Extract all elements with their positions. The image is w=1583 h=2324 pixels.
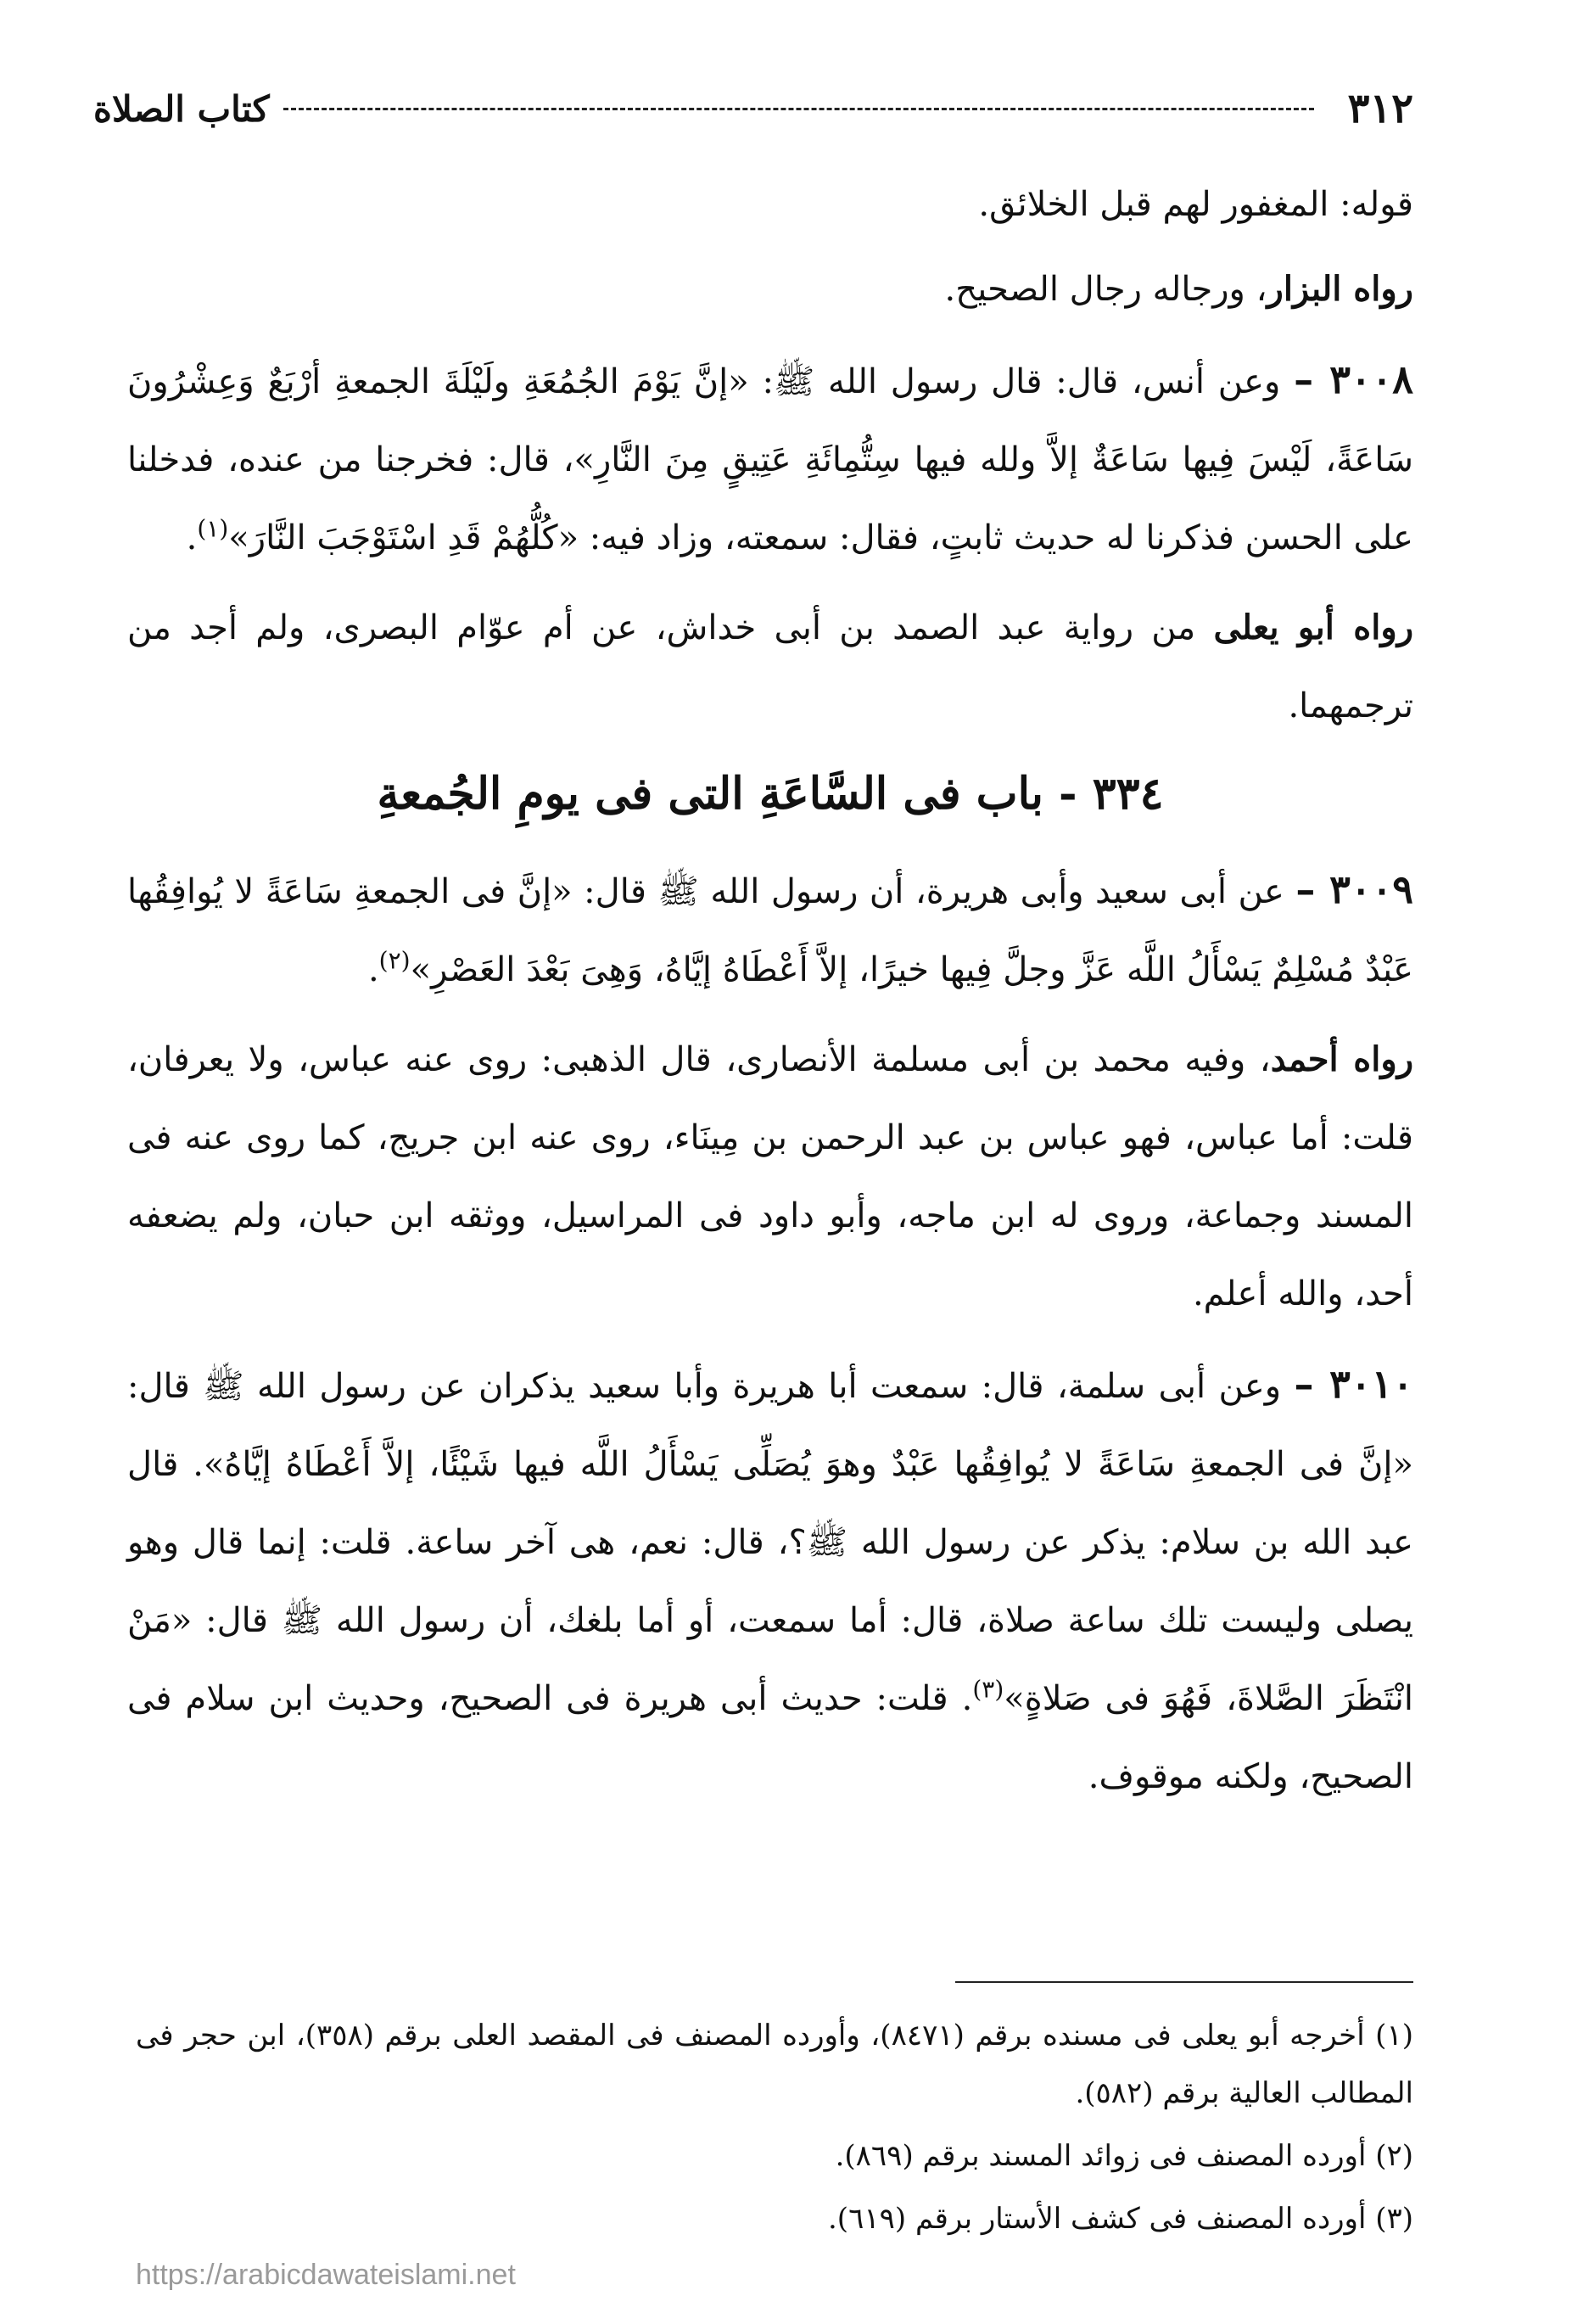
hadith-3008 <box>127 340 1413 577</box>
hadith-text: عن أبى سعيد وأبى هريرة، أن رسول الله ﷺ قال: «إنَّ فى الجمعةِ سَاعَةً لا يُوافِقُها عَبْدٌ مُسْلِمٌ يَسْأَلُ اللَّه عَزَّ وجلَّ فِيها خيرًا، إلاَّ أَعْطَاهُ إيَّاهُ، وَهِىَ بَعْدَ العَصْرِ» <box>127 872 1413 989</box>
hadith-text: وعن أبى سلمة، قال: سمعت أبا هريرة وأبا سعيد يذكران عن رسول الله ﷺ قال: «إنَّ فى الجمعةِ سَاعَةً لا يُوافِقُها عَبْدٌ وهوَ يُصَلِّى يَسْأَلُ اللَّه فيها شَيْئًا، إلاَّ أَعْطَاهُ إيَّاهُ». قال عبد الله بن سلام: يذكر عن رسول الله ﷺ؟، قال: نعم، هى آخر ساعة. قلت: إنما قال وهو يصلى وليست تلك ساعة صلاة، قال: أما سمعت، أو أما بلغك، أن رسول الله ﷺ قال: «مَنْ انْتَظَرَ الصَّلاةَ، فَهُوَ فى صَلاةٍ» <box>127 1367 1413 1718</box>
source-name: رواه أبو يعلى <box>1213 608 1414 647</box>
hadith-number: ٣٠٠٩ – <box>1295 866 1413 912</box>
chapter-heading: ٣٣٤ - باب فى السَّاعَةِ التى فى يومِ الجُمعةِ <box>377 768 1164 820</box>
page-header <box>93 85 1413 132</box>
hadith-3009 <box>127 850 1413 1009</box>
source-name: رواه أحمد <box>1270 1039 1414 1079</box>
watermark: https://arabicdawateislami.net <box>136 2259 516 2291</box>
main-text <box>127 165 1413 1823</box>
footnote-ref: (١) <box>197 514 229 543</box>
paragraph-abu-yala <box>127 589 1413 745</box>
footnote-1: (١) أخرجه أبو يعلى فى مسنده برقم (٨٤٧١)، وأورده المصنف فى المقصد العلى برقم (٣٥٨)، ابن حجر فى المطالب العالية برقم (٥٨٢). <box>136 2019 1413 2110</box>
footnote-2: (٢) أورده المصنف فى زوائد المسند برقم (٨٦٩). <box>835 2139 1413 2173</box>
paragraph-bazzar <box>127 250 1413 328</box>
hadith-3010 <box>127 1345 1413 1816</box>
page-number: ٣١٢ <box>1347 85 1413 132</box>
header-divider <box>283 108 1314 110</box>
footnote-divider <box>955 1981 1413 1983</box>
source-name: رواه البزار <box>1267 269 1413 309</box>
hadith-text: وعن أنس، قال: قال رسول الله ﷺ: «إنَّ يَوْمَ الجُمُعَةِ ولَيْلَةَ الجمعةِ أرْبَعٌ وَعِشْرُونَ سَاعَةً، لَيْسَ فِيها سَاعَةٌ إلاَّ ولله فيها سِتُّمِائَةِ عَتِيقٍ مِنَ النَّارِ»، قال: فخرجنا من عنده، فدخلنا على الحسن فذكرنا له حديث ثابتٍ، فقال: سمعته، وزاد فيه: «كُلُّهُمْ قَدِ اسْتَوْجَبَ النَّارَ» <box>127 362 1413 557</box>
paragraph-intro: قوله: المغفور لهم قبل الخلائق. <box>978 185 1413 224</box>
paragraph-text: ، وفيه محمد بن أبى مسلمة الأنصارى، قال الذهبى: روى عنه عباس، ولا يعرفان، قلت: أما عباس، فهو عباس بن عبد الرحمن بن مِينَاء، روى عنه ابن جريج، كما روى عنه فى المسند وجماعة، وروى له ابن ماجه، وأبو داود فى المراسيل، ووثقه ابن حبان، ولم يضعفه أحد، والله أعلم. <box>127 1040 1413 1313</box>
footnote-ref: (٣) <box>972 1675 1004 1704</box>
paragraph-text: من رواية عبد الصمد بن أبى خداش، عن أم عوّام البصرى، ولم أجد من ترجمهما. <box>127 608 1413 725</box>
footnote-3: (٣) أورده المصنف فى كشف الأستار برقم (٦١٩). <box>828 2202 1413 2236</box>
hadith-number: ٣٠١٠ – <box>1294 1361 1413 1407</box>
paragraph-ahmad <box>127 1021 1413 1333</box>
hadith-end: . <box>186 518 198 557</box>
paragraph-text: ، ورجاله رجال الصحيح. <box>944 270 1267 309</box>
book-title: كتاب الصلاة <box>93 87 270 130</box>
footnotes <box>136 2007 1413 2253</box>
hadith-end: . <box>367 950 379 989</box>
footnote-ref: (٢) <box>378 946 411 975</box>
hadith-number: ٣٠٠٨ – <box>1294 356 1414 402</box>
hadith-end: . قلت: حديث أبى هريرة فى الصحيح، وحديث ابن سلام فى الصحيح، ولكنه موقوف. <box>127 1679 1413 1796</box>
